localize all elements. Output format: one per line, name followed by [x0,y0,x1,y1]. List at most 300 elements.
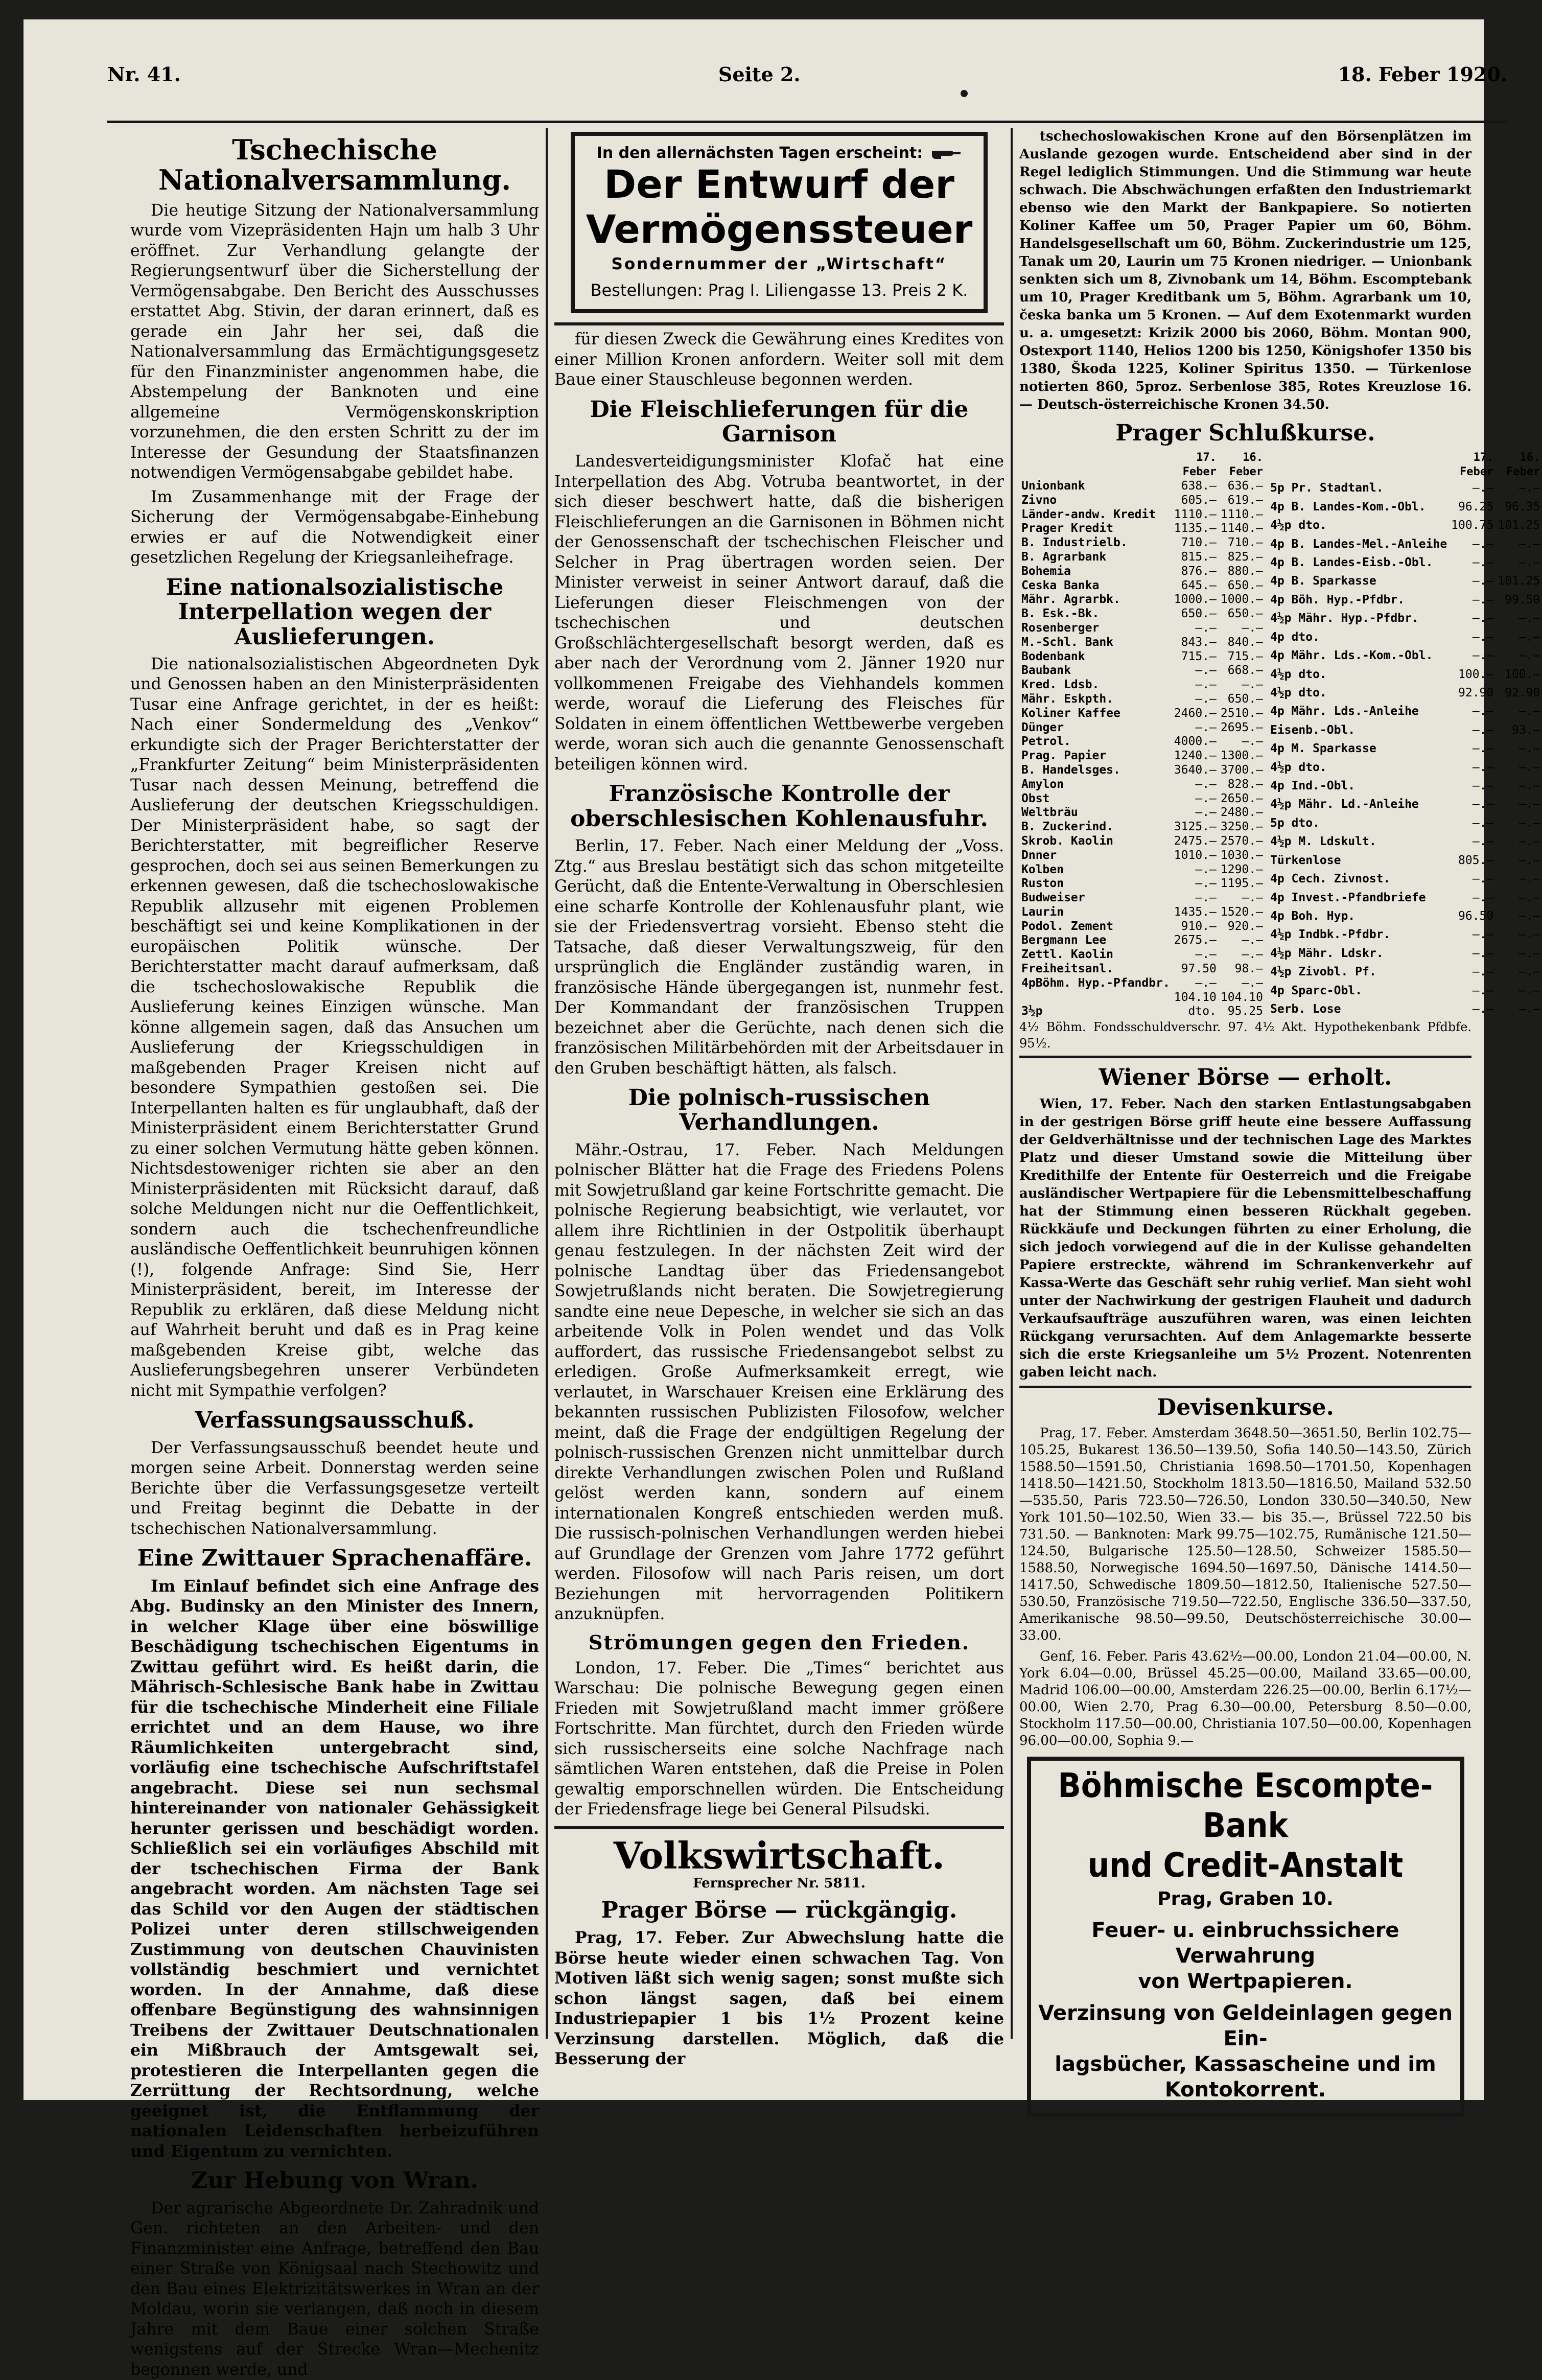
quote-row [1019,820,1265,834]
quote-value: —.— [1242,621,1263,635]
quote-value: —.— [1518,760,1540,774]
quote-row [1268,554,1542,572]
quote-name: Freiheitsanl. [1021,962,1114,976]
quote-value: 100.75 [1451,519,1494,532]
quote-value: —.— [1472,612,1494,625]
quote-value: —.— [1195,806,1217,820]
quote-name: 4p B. Sparkasse [1270,574,1376,588]
quote-name: Bohemia [1021,564,1071,578]
quote-value: 638.— [1181,479,1217,493]
quote-value: —.— [1518,742,1540,756]
issue-date: 18. Feber 1920. [1338,62,1507,86]
quote-row [1268,572,1542,591]
quote-name: Petrol. [1021,735,1071,749]
headline-kohlenausfuhr: Französische Kontrolle der oberschlesischen Kohlenausfuhr. [570,781,988,832]
quote-name: B. Esk.-Bk. [1021,607,1100,621]
quote-row [1268,1000,1542,1019]
quote-value: —.— [1518,705,1540,718]
section-title-volkswirtschaft: Volkswirtschaft. [613,1833,945,1877]
quote-value: —.— [1195,692,1217,706]
quote-row [1268,498,1542,516]
quote-row [1019,621,1265,636]
quote-value: 3700.— [1220,763,1263,777]
headline-devisenkurse: Devisenkurse. [1157,1394,1334,1420]
quote-name: B. Zuckerind. [1021,820,1114,834]
quote-name: Bergmann Lee [1021,934,1107,947]
column-3 [1019,128,1540,2102]
quote-value: 92.90 [1458,686,1494,699]
quote-value: 1140.— [1220,522,1263,535]
paragraph: Prag, 17. Feber. Amsterdam 3648.50—3651.50, Berlin 102.75—105.25, Bukarest 136.50—139.50, Sofia 140.50—143.50, Zürich 1588.50—1591.50, Christiania 1698.50—1701.50, Kopenhagen 1418.50—1421.50, Stockholm 1813.50—1816.50, Mailand 532.50—535.50, Paris 723.50—726.50, London 330.50—340.50, New York 101.50—102.50, Wien 33.— bis 35.—, Brüssel 722.50 bis 731.50. — Banknoten: Mark 99.75—102.75, Rumänische 121.50—124.50, Bulgarische 125.50—128.50, Schweizer 1585.50—1588.50, Norwegische 1694.50—1697.50, Dänische 1414.50—1417.50, Schwedische 1809.50—1812.50, Italienische 527.50—530.50, Französische 719.50—722.50, Englische 336.50—337.50, Amerikanische 98.50—99.50, Deutschösterreichische 30.00—33.00. [1019,1426,1471,1644]
ad-bank-address: Prag, Graben 10. [1157,1888,1334,1910]
quote-row [1268,591,1542,610]
quote-value: 645.— [1181,578,1217,592]
quote-value: 815.— [1181,550,1217,564]
quote-row [1019,962,1265,976]
quote-value: —.— [1472,798,1494,811]
quote-value: 2480.— [1220,806,1263,820]
quote-value: —.— [1472,649,1494,663]
ink-dot [961,90,968,97]
quote-name: Amylon [1021,777,1064,791]
quote-value: 2570.— [1220,834,1263,848]
quote-value: —.— [1518,1002,1540,1016]
quote-value: 1110.— [1220,507,1263,521]
quote-row [1268,479,1542,498]
quote-value: 96.50 [1458,909,1494,923]
headline-wiener-boerse: Wiener Börse — erholt. [1099,1064,1392,1091]
col-header: 17. Feber [1460,451,1494,479]
quote-row [1268,814,1542,833]
column-rule-1 [546,128,548,2039]
quote-value: —.— [1195,891,1217,905]
quote-value: —.— [1518,965,1540,979]
quote-value: 828.— [1227,777,1263,791]
quote-name: 4p Cech. Zivnost. [1270,872,1391,886]
ad-bank-text-1: Feuer- u. einbruchssichere Verwahrung von Wertpapieren. [1091,1919,1399,1994]
headline-stroemungen: Strömungen gegen den Frieden. [589,1630,970,1654]
quote-value: 104.10 [1220,990,1263,1004]
quote-value: 96.35 [1505,500,1540,514]
quote-value: —.— [1195,948,1217,962]
quote-value: 605.— [1181,493,1217,507]
quote-row [1019,806,1265,820]
quote-value: —.— [1518,853,1540,867]
quote-name: Eisenb.-Obl. [1270,723,1356,737]
quote-value: —.— [1518,649,1540,663]
quote-value: 2475.— [1174,834,1217,848]
quote-value: 619.— [1227,493,1263,507]
quote-value: 1290.— [1220,862,1263,876]
quotes-table-right [1268,451,1542,1019]
quote-value: —.— [1195,678,1217,692]
quote-name: 4p Invest.-Pfandbriefe [1270,891,1426,904]
quote-row [1268,647,1542,665]
quote-row [1019,863,1265,877]
quote-name: 5p Pr. Stadtanl. [1270,481,1384,495]
paragraph: Mähr.-Ostrau, 17. Feber. Nach Meldungen polnischer Blätter hat die Frage des Friedens Polens mit Sowjetrußland gar keine Fortschritte gemacht. Die polnische Regierung beabsichtigt, wie verlautet, vor allem ihre Richtlinien in der Ostpolitik überhaupt genau festzulegen. In der nächsten Zeit wird der polnische Landtag über das Friedensangebot Sowjetrußlands nicht beraten. Die Sowjetregierung sandte eine neue Depesche, in welcher sie sich an das arbeitende Volk in Polen wendet und das Volk auffordert, das russische Friedensangebot selbst zu erledigen. Große Aufmerksamkeit erregt, wie verlautet, in Warschauer Kreisen eine Erklärung des bekannten russischen Publizisten Filosofow, welcher meint, daß die Frage der endgültigen Regelung der polnisch-russischen Grenzen nicht unmittelbar durch direkte Verhandlungen zwischen Polen und Rußland gelöst werden kann, sondern auf einem internationalen Kongreß entschieden werden muß. Die russisch-polnischen Verhandlungen werden hiebei auf Grundlage der Grenzen vom Jahre 1772 geführt werden. Filosofow will nach Paris reisen, um dort Beziehungen mit hervorragenden Politikern anzuknüpfen. [554,1140,1004,1624]
quote-name: 5p dto. [1270,816,1320,830]
quote-name: 4p Mähr. Lds.-Anleihe [1270,705,1419,718]
quote-row [1268,517,1542,535]
quote-value: 101.25 [1498,574,1540,588]
quote-name: 4p B. Landes-Mel.-Anleihe [1270,537,1447,551]
quote-value: 876.— [1181,564,1217,578]
quote-row [1019,976,1265,991]
quote-row [1268,740,1542,758]
quote-name: 4½p Mähr. Hyp.-Pfdbr. [1270,612,1419,625]
quote-name: Zivno [1021,493,1057,507]
quotes-table-left [1019,451,1265,1019]
quote-value: 920.— [1227,919,1263,933]
quote-name: Unionbank [1021,479,1085,493]
quote-value: 93.— [1511,723,1540,737]
quote-row [1019,607,1265,621]
page-header [107,56,1507,92]
paragraph: Im Einlauf befindet sich eine Anfrage des Abg. Budinsky an den Minister des Innern, in welcher Klage über eine böswillige Beschädigung tschechischen Eigentums in Zwittau geführt wird. Es heißt darin, die Mährisch-Schlesische Bank habe in Zwittau für die tschechische Minderheit eine Filiale errichtet und an dem Hause, wo ihre Räumlichkeiten untergebracht sind, vorläufig eine tschechische Aufschriftstafel angebracht. Diese sei nun sechsmal hintereinander von nationaler Gehässigkeit herunter gerissen und beschädigt worden. Schließlich sei ein vorläufiges Abschild mit der tschechischen Firma der Bank angebracht worden. Am nächsten Tage sei das Schild vor den Augen der städtischen Polizei unter deren stillschweigenden Zustimmung von deutschen Chauvinisten vollständig beschmiert und vernichtet worden. In der Annahme, daß diese offenbare Begünstigung des wahnsinnigen Treibens der Zwittauer Deutschnationalen ein Mißbrauch der Amtsgewalt sei, protestieren die Interpellanten gegen die Zerrüttung der Rechtsordnung, welche geeignet ist, die Entflammung der nationalen Leidenschaften herbeizuführen und Eigentum zu vernichten. [130,1576,539,2161]
quote-name: 4½p Mähr. Ldskr. [1270,946,1384,960]
quote-value: 840.— [1227,635,1263,649]
quote-row [1019,678,1265,692]
headline-zwittau: Eine Zwittauer Sprachenaffäre. [137,1545,532,1572]
quote-name: Ruston [1021,877,1064,891]
headline-wran: Zur Hebung von Wran. [191,2167,478,2194]
quote-value: 805.— [1458,853,1494,867]
section-rule [1019,1386,1471,1388]
quote-value: 880.— [1227,564,1263,578]
quote-row [1268,628,1542,646]
quote-value: 636.— [1227,479,1263,493]
quote-value: 2695.— [1220,720,1263,734]
quote-value: —.— [1472,1002,1494,1016]
quote-value: —.— [1472,705,1494,718]
quote-name: 4½p Zivobl. Pf. [1270,965,1376,979]
quote-name: Rosenberger [1021,621,1100,635]
quote-row [1019,479,1265,494]
quote-value: —.— [1518,928,1540,942]
quote-value: 1435.— [1174,905,1217,919]
quote-name: Serb. Lose [1270,1002,1341,1016]
quote-row [1268,870,1542,889]
paragraph: Der Verfassungsausschuß beendet heute und morgen seine Arbeit. Donnerstag werden seine Berichte über die Verfassungsgesetze verteilt und Freitag beginnt die Debatte in der tschechischen Nationalversammlung. [130,1438,539,1538]
quote-value: 99.50 [1505,593,1540,606]
quote-name: Weltbräu [1021,806,1078,820]
quote-name: 4pBöhm. Hyp.-Pfandbr. [1021,976,1170,990]
quote-value: 1000.— [1220,593,1263,606]
quote-row [1019,891,1265,905]
quote-row [1268,703,1542,721]
quote-name: 4½p M. Ldskult. [1270,835,1376,849]
quote-row [1019,905,1265,920]
quote-row [1019,692,1265,707]
quote-value: —.— [1472,872,1494,886]
headline-schlusskurse: Prager Schlußkurse. [1115,420,1375,446]
quote-row [1019,522,1265,536]
quote-name: 4p Mähr. Lds.-Kom.-Obl. [1270,649,1433,663]
quote-row [1268,796,1542,814]
quote-value: 1300.— [1220,749,1263,763]
col-header: 16. Feber [1506,451,1540,479]
quote-row [1019,792,1265,806]
headline-prager-boerse: Prager Börse — rückgängig. [601,1897,957,1923]
quote-row [1019,763,1265,778]
quote-name: Koliner Kaffee [1021,706,1120,720]
quote-name: Prager Kredit [1021,522,1114,535]
quote-name: Länder-andw. Kredit [1021,507,1156,521]
quote-value: —.— [1472,481,1494,495]
quote-value: —.— [1195,862,1217,876]
quote-value: —.— [1195,621,1217,635]
quote-row [1019,721,1265,735]
quote-name: M.-Schl. Bank [1021,635,1114,649]
quote-value: —.— [1195,976,1217,990]
quote-value: 668.— [1227,664,1263,678]
quote-name: 4½p dto. [1270,686,1327,699]
quote-value: —.— [1518,630,1540,644]
ad-order-line: Bestellungen: Prag I. Liliengasse 13. Preis 2 K. [590,281,968,300]
ad-subtitle: Sondernummer der „Wirtschaft“ [611,255,947,273]
quote-value: 1000.— [1174,593,1217,606]
quote-value: 104.10 [1174,990,1217,1004]
quote-name: B. Agrarbank [1021,550,1107,564]
paragraph: Die nationalsozialistischen Abgeordneten Dyk und Genossen haben an den Ministerpräsidenten Tusar eine Anfrage gerichtet, in der es heißt: Nach einer Sondermeldung des „Venkov“ erkundigte sich der Prager Berichterstatter der „Frankfurter Zeitung“ beim Ministerpräsidenten Tusar nach dessen Meinung, betreffend die Auslieferung der deutschen Kriegsschuldigen. Der Ministerpräsident habe, so sagt der Berichterstatter, mit begreiflicher Reserve gesprochen, doch sei aus seinen Bemerkungen zu erkennen gewesen, daß die tschechoslowakische Republik allzusehr mit eigenen Problemen beschäftigt sei und keine Komplikationen in der europäischen Politik wünsche. Der Berichterstatter macht darauf aufmerksam, daß die tschechoslowakische Republik die Auslieferung keines Einzigen wünsche. Man könne allgemein sagen, daß das Ansuchen um Auslieferung der Kriegsschuldigen in maßgebenden Prager Kreisen nicht auf besondere Sympathien gestoßen sei. Die Interpellanten halten es für unglaubhaft, daß der Ministerpräsident einem Berichterstatter Grund zu einer solchen Vermutung hätte geben können. Nichtsdestoweniger richten sie aber an den Ministerpräsidenten mit Rücksicht darauf, daß solche Meldungen nicht nur die Oeffentlichkeit, sondern auch die tschechenfreundliche ausländische Oeffentlichkeit beunruhigen können (!), folgende Anfrage: Sind Sie, Herr Ministerpräsident, bereit, im Interesse der Republik zu erklären, daß diese Meldung nicht auf Wahrheit beruht und daß es in Prag keine maßgebenden Kreise gibt, welche das Auslieferungsbegehren unserer Verbündeten nicht mit Sympathie verfolgen? [130,655,539,1400]
column-2 [554,128,1004,2069]
quote-name [1019,991,1172,1005]
quote-name: Kred. Ldsb. [1021,678,1100,692]
quote-value: —.— [1518,984,1540,997]
quote-row [1019,749,1265,763]
quote-value: 650.— [1181,607,1217,621]
quote-name: 4½p dto. [1270,519,1327,532]
quote-value: 1110.— [1174,507,1217,521]
ad-vermoegenssteuer [571,132,988,313]
section-rule [554,1826,1004,1829]
quote-value: 650.— [1227,607,1263,621]
quote-value: 3250.— [1220,820,1263,834]
quote-row [1268,833,1542,851]
quote-row [1019,579,1265,593]
quote-value: 97.50 [1181,962,1217,976]
quote-value: —.— [1242,948,1263,962]
quote-name: Obst [1021,791,1050,805]
quote-row [1268,665,1542,684]
quote-value: —.— [1472,555,1494,569]
quote-name: 4p B. Landes-Eisb.-Obl. [1270,555,1433,569]
quote-name: Kolben [1021,862,1064,876]
quote-value: 95.25 [1227,1005,1263,1018]
quote-row [1268,684,1542,703]
quote-row [1019,508,1265,522]
quote-value: 1240.— [1174,749,1217,763]
quote-value: —.— [1472,760,1494,774]
quote-value: —.— [1518,909,1540,923]
issue-number: Nr. 41. [107,62,181,86]
quote-value: 843.— [1181,635,1217,649]
col-header: 16. Feber [1229,451,1263,479]
quote-name: 3½p [1021,1005,1043,1018]
quote-value: 3125.— [1174,820,1217,834]
paragraph: London, 17. Feber. Die „Times“ berichtet aus Warschau: Die polnische Bewegung gegen einen Frieden mit Sowjetrußland macht immer größere Fortschritte. Man fürchtet, durch den Frieden würde sich russischerseits eine solche Nachfrage nach sämtlichen Waren entstehen, daß die Preise in Polen gewaltig emporschnellen würden. Die Entscheidung der Friedensfrage liege bei General Pilsudski. [554,1659,1004,1819]
quote-value: 3640.— [1174,763,1217,777]
quote-name: Ceska Banka [1021,578,1100,592]
quote-value: —.— [1518,537,1540,551]
quote-row [1268,758,1542,777]
quote-value: —.— [1472,946,1494,960]
quote-name: 4p Böh. Hyp.-Pfdbr. [1270,593,1405,606]
quote-value: 715.— [1181,649,1217,663]
headline-interpellation: Eine nationalsozialistische Interpellation wegen der Auslieferungen. [166,574,504,650]
quote-row [1019,650,1265,664]
quote-row [1268,982,1542,1000]
quote-value: 1030.— [1220,848,1263,862]
header-rule [107,121,1507,123]
col-header: 17. Feber [1182,451,1217,479]
quote-row [1019,1005,1265,1019]
quote-row [1019,735,1265,749]
quote-row [1019,565,1265,579]
quote-value: 2675.— [1174,934,1217,947]
quote-row [1268,926,1542,944]
quote-value: —.— [1472,593,1494,606]
quote-value: —.— [1518,779,1540,793]
quote-name: 4p B. Landes-Kom.-Obl. [1270,500,1426,514]
quote-value: —.— [1472,630,1494,644]
quote-row [1019,991,1265,1005]
quote-name: 4½p Indbk.-Pfdbr. [1270,928,1391,942]
headline-verfassungsausschuss: Verfassungsausschuß. [195,1407,475,1434]
quote-value: 1010.— [1174,848,1217,862]
quote-row [1268,610,1542,628]
quote-row [1268,851,1542,870]
quote-value: —.— [1242,976,1263,990]
quote-value: 710.— [1227,536,1263,550]
quote-name: Mähr. Agrarbk. [1021,593,1120,606]
quote-row [1268,945,1542,963]
quote-value: —.— [1242,678,1263,692]
quote-row [1019,849,1265,863]
ad-bank-text-2: Verzinsung von Geldeinlagen gegen Ein- lagsbücher, Kassascheine und im Kontokorrent. [1038,2001,1453,2102]
quote-name: Baubank [1021,664,1071,678]
paragraph: Genf, 16. Feber. Paris 43.62½—00.00, London 21.04—00.00, N. York 6.04—0.00, Brüssel 45.25—00.00, Mailand 33.65—00.00, Madrid 106.00—00.00, Amsterdam 226.25—00.00, Berlin 6.17½—00.00, Wien 2.70, Prag 6.30—00.00, Petersburg 8.50—0.00, Stockholm 117.50—00.00, Christiania 107.50—00.00, Kopenhagen 96.00—00.00, Sophia 9.— [1019,1649,1471,1749]
paragraph: Wien, 17. Feber. Nach den starken Entlastungsabgaben in der gestrigen Börse griff heute eine bessere Auffassung der Geldverhältnisse und der technischen Lage des Marktes Platz und dieser Umstand sowie die Mitteilung über Kredithilfe der Entente für Oesterreich und die Freigabe ausländischer Wertpapiere für die Lebensmittelbeschaffung hat der Stimmung einen besseren Rückhalt gegeben. Rückkäufe und Deckungen führten zu einer Erholung, die sich jedoch vorwiegend auf die in der Kulisse gehandelten Papiere erstreckte, während im Schrankenverkehr auf Kassa-Werte das Geschäft sehr ruhig verlief. Man sieht wohl unter der Nachwirkung der gestrigen Flauheit und dadurch Verkaufsaufträge auszuführen waren, was einen leichten Rückgang verursachten. Auf dem Anlagemarkte besserte sich die erste Kriegsanleihe um 5½ Prozent. Notenrenten gaben leicht nach. [1019,1096,1471,1380]
phone-line: Fernsprecher Nr. 5811. [693,1875,866,1891]
quote-row [1268,889,1542,907]
quote-value: —.— [1518,612,1540,625]
ad-top-line: In den allernächsten Tagen erscheint: [575,136,984,162]
quote-name: Budweiser [1021,891,1085,905]
quote-row [1019,707,1265,721]
quote-value: 92.90 [1505,686,1540,699]
quote-value: —.— [1195,877,1217,891]
quote-value: —.— [1472,816,1494,830]
quote-value: —.— [1242,934,1263,947]
quote-row [1019,877,1265,891]
paragraph: für diesen Zweck die Gewährung eines Kredites von einer Million Kronen anfordern. Weiter soll mit dem Baue einer Stauschleuse begonnen werden. [554,330,1004,389]
column-1 [130,128,539,2379]
quote-value: 96.25 [1458,500,1494,514]
quote-name: 4p dto. [1270,630,1320,644]
quote-name: 4½p Mähr. Ld.-Anleihe [1270,798,1419,811]
quote-name: Bodenbank [1021,649,1085,663]
quote-name: 4½p dto. [1270,667,1327,681]
quote-value: 4000.— [1174,735,1217,749]
quote-value: —.— [1242,891,1263,905]
quote-value: 650.— [1227,578,1263,592]
quote-value: —.— [1195,664,1217,678]
quote-name: 4p Sparc-Obl. [1270,984,1362,997]
quote-row [1019,536,1265,550]
quote-row [1268,721,1542,739]
section-rule [1019,1056,1471,1058]
quote-row [1019,550,1265,565]
quote-value: —.— [1195,720,1217,734]
quote-value: —.— [1242,735,1263,749]
quote-value: —.— [1472,574,1494,588]
quote-value: —.— [1518,946,1540,960]
quote-name: Türkenlose [1270,853,1341,867]
paragraph: Landesverteidigungsminister Klofač hat eine Interpellation des Abg. Votruba beantwortet, in der sich dieser beschwert hatte, daß die bisherigen Fleischlieferungen an die Garnisonen in Böhmen nicht der Genossenschaft der tschechischen Fleischer und Selcher in Prag übertragen worden seien. Der Minister verweist in seiner Antwort darauf, daß die Lieferungen dieser Fleischmengen von der tschechischen und deutschen Großschlächtergesellschaft besorgt werden, daß es aber nach der Verordnung vom 2. Jänner 1920 nur vollkommenen Freigabe des Viehhandels kommen werde, worauf die Lieferung des Fleisches für Soldaten in einem öffentlichen Wettbewerbe vergeben werde, woran sich auch die genannte Genossenschaft beteiligen können wird. [554,452,1004,774]
quote-value: —.— [1518,891,1540,904]
quotes-note: 4½ Böhm. Fondsschuldverschr. 97. 4½ Akt. Hypothekenbank Pfdbfe. 95½. [1019,1020,1471,1051]
ad-escompte-bank [1027,1757,1464,2117]
quote-value: —.— [1472,723,1494,737]
quote-row [1019,920,1265,934]
quote-name: B. Handelsges. [1021,763,1120,777]
quote-row [1019,948,1265,962]
quote-name: Prag. Papier [1021,749,1107,763]
ad-bank-title: Böhmische Escompte-Bank und Credit-Anstalt [1058,1766,1433,1885]
headline-polnisch-russisch: Die polnisch-russischen Verhandlungen. [628,1085,930,1136]
quote-name: Zettl. Kaolin [1021,948,1114,962]
ad-title: Der Entwurf der Vermögenssteuer [586,161,973,252]
quote-value: —.— [1472,965,1494,979]
paragraph: tschechoslowakischen Krone auf den Börsenplätzen im Auslande gezogen wurde. Entscheidend aber sind in der Regel lediglich Stimmungen. Und die Stimmung war heute schwach. Die Abschwächungen erfaßten den Industriemarkt ebenso wie den Markt der Bankpapiere. So notierten Koliner Kaffee um 50, Prager Papier um 60, Böhm. Handelsgesellschaft um 60, Böhm. Zuckerindustrie um 125, Tanak um 20, Laurin um 75 Kronen niedriger. — Unionbank senkten sich um 8, Zivnobank um 14, Böhm. Escomptebank um 10, Prager Kreditbank um 5, Böhm. Agrarbank um 10, česka banka um 5 Kronen. — Auf dem Exotenmarkt wurden u. a. umgesetzt: Krizik 2000 bis 2060, Böhm. Montan 900, Ostexport 1140, Helios 1200 bis 1250, Königshofer 1350 bis 1380, Škoda 1225, Koliner Spiritus 1350. — Türkenlose notierten 860, 5proz. Serbenlose 385, Rotes Kreuzlose 16. — Deutsch-österreichische Kronen 34.50. [1019,129,1471,412]
quote-value: —.— [1518,835,1540,849]
quote-row [1268,963,1542,982]
quote-value: —.— [1195,791,1217,805]
quote-name: Dnner [1021,848,1057,862]
quote-row [1268,777,1542,796]
quote-value: —.— [1472,537,1494,551]
quote-value: —.— [1518,798,1540,811]
quote-value: —.— [1518,481,1540,495]
quote-value: 100.— [1458,667,1494,681]
quote-name: 4½p dto. [1270,760,1327,774]
quote-value: 98.— [1234,962,1263,976]
quote-value: 2650.— [1220,791,1263,805]
quote-value: —.— [1518,872,1540,886]
quote-row [1019,494,1265,508]
quote-value: 1195.— [1220,877,1263,891]
quote-name: B. Industrielb. [1021,536,1128,550]
column-rule-2 [1011,128,1013,2039]
quote-value: —.— [1472,742,1494,756]
quote-name: Laurin [1021,905,1064,919]
quote-name: 4p M. Sparkasse [1270,742,1376,756]
quote-value: —.— [1472,984,1494,997]
pointing-hand-icon [931,146,962,161]
quote-value: —.— [1472,835,1494,849]
quote-value: —.— [1518,816,1540,830]
quote-row [1268,907,1542,926]
quote-value: —.— [1518,555,1540,569]
quote-value: 1520.— [1220,905,1263,919]
quote-value: 2510.— [1220,706,1263,720]
quote-value: 2460.— [1174,706,1217,720]
quote-value: 650.— [1227,692,1263,706]
quote-row [1019,636,1265,650]
quote-name: Mähr. Eskpth. [1021,692,1114,706]
